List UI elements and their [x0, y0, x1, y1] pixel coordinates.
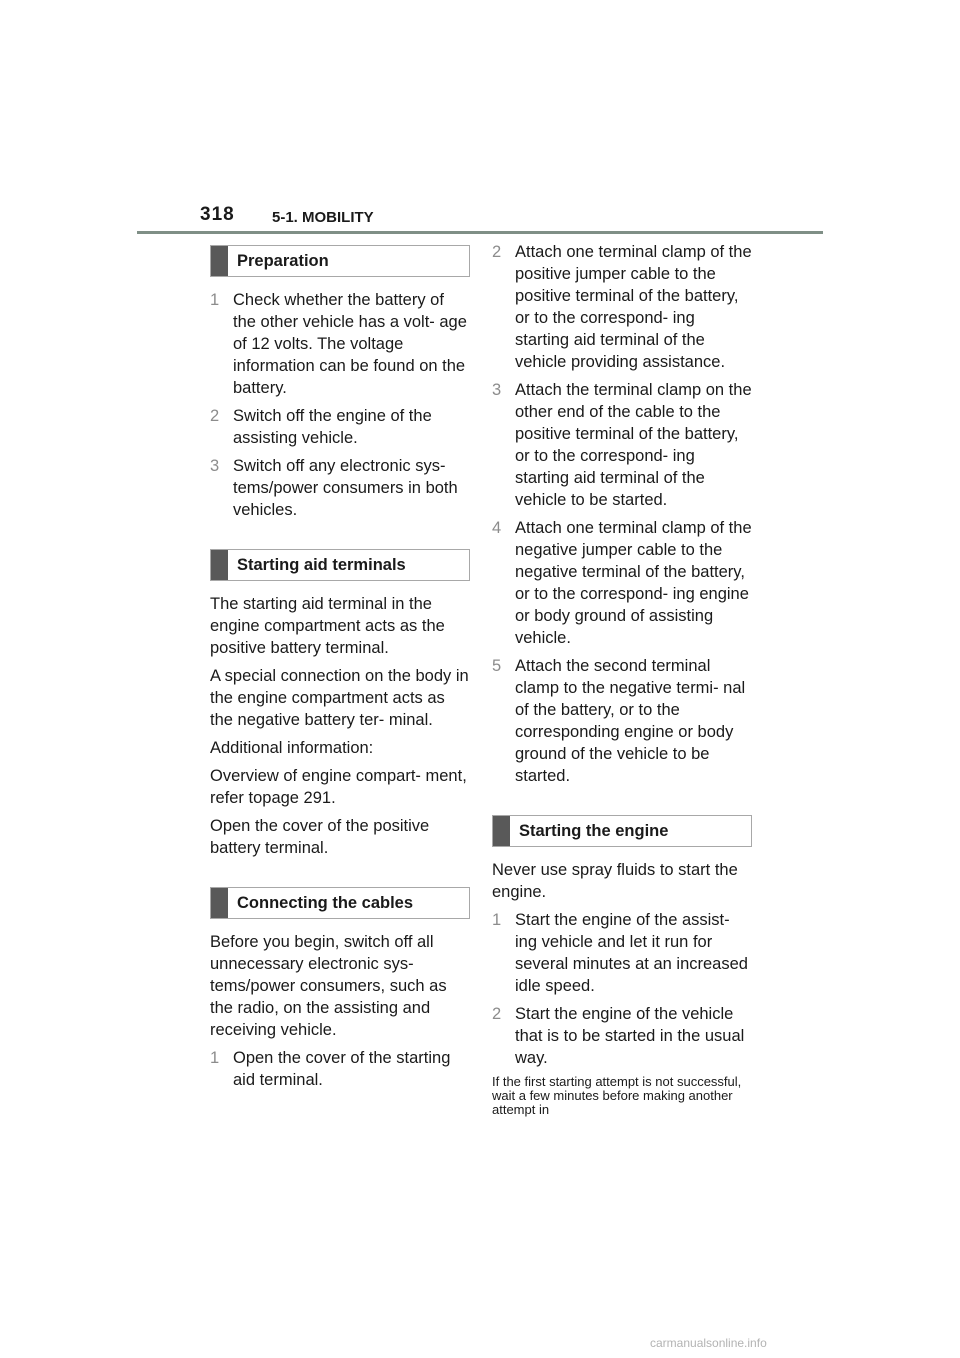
step-item — [492, 655, 752, 787]
step-number: 1 — [492, 911, 502, 929]
heading-marker — [211, 888, 228, 918]
step-text: Attach the terminal clamp on the other end of the cable to the positive terminal of the battery, or to the correspond- ing starting aid terminal of the vehicle to be started. — [515, 381, 752, 509]
right-column — [492, 241, 752, 1117]
step-text: Start the engine of the assist- ing vehicle and let it run for several minutes at an increased idle speed. — [515, 911, 748, 995]
step-number: 2 — [492, 1005, 502, 1023]
step-item — [492, 379, 752, 511]
connecting-cables-heading — [210, 887, 470, 919]
step-item — [492, 909, 752, 997]
heading-text: Starting aid terminals — [237, 556, 406, 574]
step-number: 3 — [492, 381, 502, 399]
step-text: Attach one terminal clamp of the positive jumper cable to the positive terminal of the battery, or to the correspond- ing starting aid terminal of the vehicle providing assistance. — [515, 243, 752, 371]
step-item — [210, 1047, 470, 1091]
step-item — [210, 455, 470, 521]
step-number: 1 — [210, 1049, 220, 1067]
heading-text: Preparation — [237, 252, 329, 270]
heading-marker — [493, 816, 510, 846]
step-text: Switch off the engine of the assisting vehicle. — [233, 407, 432, 447]
header-rule — [137, 231, 823, 234]
heading-text: Starting the engine — [519, 822, 669, 840]
step-text: Switch off any electronic sys- tems/power consumers in both vehicles. — [233, 457, 458, 519]
heading-marker — [211, 246, 228, 276]
step-item — [492, 241, 752, 373]
step-number: 5 — [492, 657, 502, 675]
heading-text: Connecting the cables — [237, 894, 414, 912]
section-label: 5-1. MOBILITY — [272, 209, 374, 226]
paragraph: The starting aid terminal in the engine compartment acts as the positive battery terminal. — [210, 595, 445, 657]
step-number: 2 — [210, 407, 220, 425]
step-number: 1 — [210, 291, 220, 309]
starting-engine-heading — [492, 815, 752, 847]
preparation-heading — [210, 245, 470, 277]
step-item — [492, 1003, 752, 1069]
step-text: Start the engine of the vehicle that is to be started in the usual way. — [515, 1005, 745, 1067]
step-text: Check whether the battery of the other vehicle has a volt- age of 12 volts. The voltage information can be found on the battery. — [233, 291, 467, 397]
step-item — [210, 289, 470, 399]
watermark: carmanualsonline.info — [650, 1336, 767, 1350]
left-column — [210, 245, 470, 1097]
paragraph: Overview of engine compart- ment, refer topage 291. — [210, 767, 467, 807]
step-number: 3 — [210, 457, 220, 475]
step-number: 2 — [492, 243, 502, 261]
step-item — [492, 517, 752, 649]
paragraph: A special connection on the body in the engine compartment acts as the negative battery ter- minal. — [210, 667, 469, 729]
step-text: Attach one terminal clamp of the negative jumper cable to the negative terminal of the battery, or to the correspond- ing engine or body ground of assisting vehicle. — [515, 519, 752, 647]
step-text: Open the cover of the starting aid terminal. — [233, 1049, 451, 1089]
step-number: 4 — [492, 519, 502, 537]
paragraph: Open the cover of the positive battery terminal. — [210, 817, 430, 857]
step-item — [210, 405, 470, 449]
paragraph: Before you begin, switch off all unnecessary electronic sys- tems/power consumers, such as the radio, on the assisting and receiving vehicle. — [210, 933, 447, 1039]
note-text: If the first starting attempt is not successful, wait a few minutes before making another attempt in — [492, 1074, 742, 1117]
starting-aid-terminals-heading — [210, 549, 470, 581]
paragraph: Additional information: — [210, 739, 374, 757]
heading-marker — [211, 550, 228, 580]
paragraph: Never use spray fluids to start the engine. — [492, 861, 738, 901]
page-number: 318 — [200, 204, 235, 225]
step-text: Attach the second terminal clamp to the negative termi- nal of the battery, or to the corresponding engine or body ground of the vehicle to be started. — [515, 657, 746, 785]
